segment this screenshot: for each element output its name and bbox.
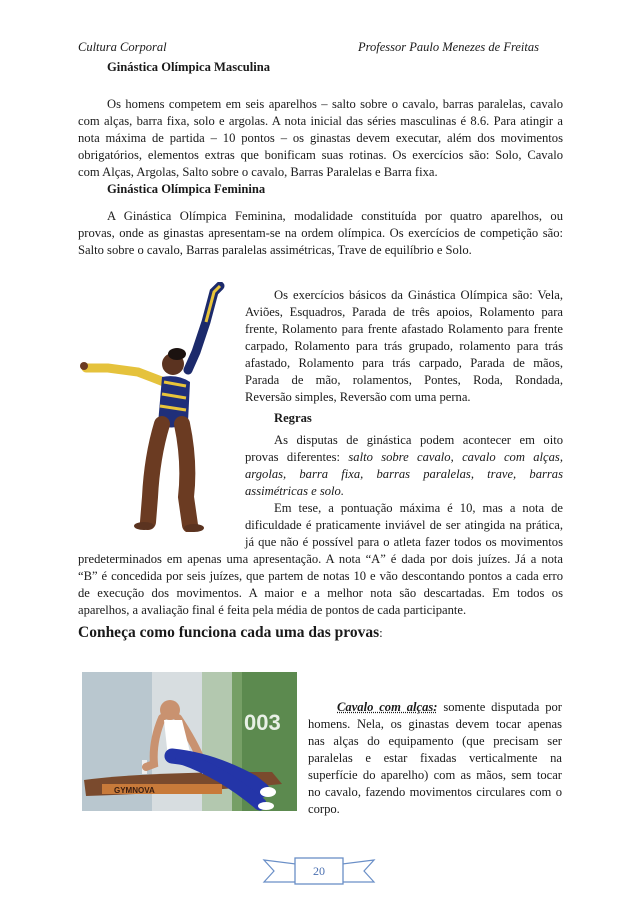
text-line: assimétricas e solo.: [245, 484, 344, 498]
text-line: Reversão simples, Reversão com uma perna.: [245, 390, 471, 404]
text-line: com Alças, Argolas, Salto sobre o cavalo, Barras Paralelas e Barra fixa.: [78, 165, 438, 179]
text-line: dificuldade é praticamente inviável de ser atingida na prática,: [245, 518, 563, 532]
text-line: de execução dos movimentos. A maior e a melhor nota são descartadas. Em todos os: [78, 586, 563, 600]
text-line: com alças, barra fixa, solo e argolas. A nota inicial das séries masculinas é 8.6. Para atingir a: [78, 114, 563, 128]
header-left: Cultura Corporal: [78, 40, 167, 54]
text-line: nota máxima de partida – 10 pontos – os ginastas devem executar, além dos movimentos: [78, 131, 563, 145]
paragraph-basic-exercises: [245, 287, 563, 406]
text-line-mixed: [245, 449, 563, 466]
text-line: no cavalo, fazendo movimentos circulares com o: [308, 785, 562, 799]
page-number: 20: [313, 864, 325, 878]
rules-title: Regras: [274, 411, 312, 425]
text-line: Em tese, a pontuação máxima é 10, mas a nota de: [274, 501, 563, 515]
paragraph-pommel-horse: [308, 699, 562, 818]
paragraph-rules: [245, 432, 563, 500]
text-line: frente, Rolamento para frente afastado Rolamento para frente: [245, 322, 563, 336]
section-title-feminina: Ginástica Olímpica Feminina: [107, 182, 266, 196]
text-line: predeterminados em apenas uma apresentação. A nota “A” é dada por dois juízes. Já a nota: [78, 552, 563, 566]
paragraph-scoring-full: [78, 551, 563, 619]
section-heading-text: Conheça como funciona cada uma das provas: [78, 624, 380, 641]
text-line: “B” é concedida por seis juízes, que partem de notas 10 e vão descontando pontos a cada erro: [78, 569, 563, 583]
paragraph-feminina: [78, 208, 563, 259]
section-title-masculina: Ginástica Olímpica Masculina: [107, 60, 271, 74]
text-line: afastado, Rolamento para trás carpado, Parada de mãos,: [245, 356, 563, 370]
text-line: corpo.: [308, 802, 340, 816]
paragraph-scoring-short: [245, 500, 563, 551]
text-line: superfície do aparelho) com as mãos, sem tocar: [308, 768, 562, 782]
text-line: argolas, barra fixa, barras paralelas, trave, barras: [245, 467, 563, 481]
text-line: A Ginástica Olímpica Feminina, modalidade constituída por quatro aparelhos, ou: [107, 209, 563, 223]
banner-text: 003: [244, 710, 281, 735]
text-fragment: provas diferentes:: [245, 450, 341, 464]
text-line: carpado, Rolamento para trás grupado, rolamento para trás: [245, 339, 563, 353]
photo-brand-text: GYMNOVA: [114, 786, 155, 795]
text-fragment: somente disputada por: [443, 700, 562, 714]
text-line: Os exercícios básicos da Ginástica Olímpica são: Vela,: [274, 288, 563, 302]
text-line: Parada de mão, rolamentos, Pontes, Roda, Rondada,: [245, 373, 563, 387]
text-line: obrigatórios, elementos extras que bonificam suas rotinas. Os exercícios são: Solo, Cavalo: [78, 148, 563, 162]
text-line: Os homens competem em seis aparelhos – salto sobre o cavalo, barras paralelas, cavalo: [107, 97, 563, 111]
text-line: paralelas e estar fixadas verticalmente na: [308, 751, 562, 765]
text-line-mixed: [308, 699, 562, 716]
text-line: Aviões, Esquadros, Parada de três apoios, Rolamento para: [245, 305, 563, 319]
text-line: As disputas de ginástica podem acontecer em oito: [274, 433, 563, 447]
text-line: aparelhos, a avaliação final é feita pela média de pontos de cada participante.: [78, 603, 467, 617]
header-right: Professor Paulo Menezes de Freitas: [358, 40, 539, 54]
text-line: já que não é possível para o atleta fazer todos os movimentos: [245, 535, 563, 549]
section-heading-provas: [78, 624, 383, 642]
section-heading-suffix: :: [379, 625, 383, 640]
text-line: homens. Nela, os ginastas devem tocar apenas: [308, 717, 562, 731]
text-line: provas, onde as ginastas apresentam-se na ordem olímpica. Os exercícios de competição são:: [78, 226, 563, 240]
pommel-horse-photo: [82, 672, 297, 811]
female-gymnast-photo: [78, 282, 236, 532]
text-fragment-italic: salto sobre cavalo, cavalo com alças,: [348, 450, 563, 464]
paragraph-masculina: [78, 96, 563, 181]
text-line: Salto sobre o cavalo, Barras paralelas assimétricas, Trave de equilíbrio e Solo.: [78, 243, 472, 257]
pommel-term: Cavalo com alças:: [337, 700, 438, 714]
text-line: nas alças do equipamento (que precisam ser: [308, 734, 562, 748]
